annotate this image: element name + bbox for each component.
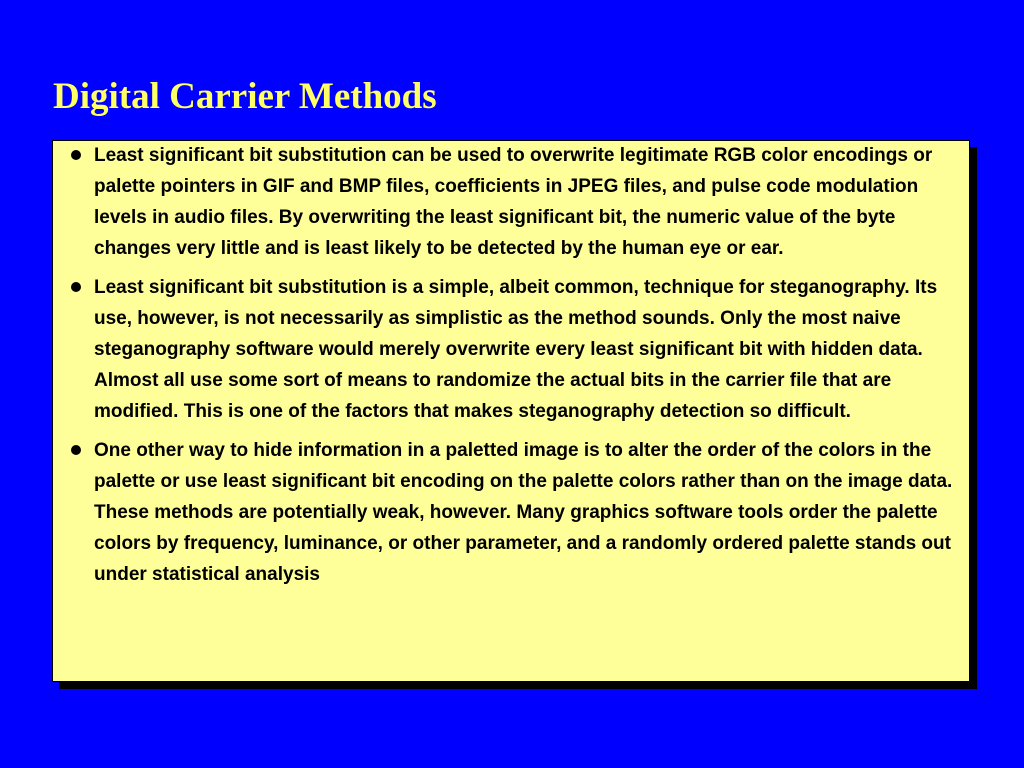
bullet-item (67, 140, 962, 264)
slide-title: Digital Carrier Methods (53, 76, 437, 117)
bullet-dot-icon (71, 150, 81, 160)
bullet-dot-icon (71, 445, 81, 455)
bullet-text: Least significant bit substitution can be used to overwrite legitimate RGB color encodings or palette pointers in GIF and BMP files, coefficients in JPEG files, and pulse code modulation levels in audio files. By overwriting the least significant bit, the numeric value of the byte changes very little and is least likely to be detected by the human eye or ear. (94, 145, 933, 259)
bullet-text: One other way to hide information in a paletted image is to alter the order of the colors in the palette or use least significant bit encoding on the palette colors rather than on the image data. These methods are potentially weak, however. Many graphics software tools order the palette colors by frequency, luminance, or other parameter, and a randomly ordered palette stands out under statistical analysis (94, 440, 953, 585)
bullet-item (67, 272, 962, 427)
bullet-text: Least significant bit substitution is a simple, albeit common, technique for steganography. Its use, however, is not necessarily as simplistic as the method sounds. Only the most naive steganography software would merely overwrite every least significant bit with hidden data. Almost all use some sort of means to randomize the actual bits in the carrier file that are modified. This is one of the factors that makes steganography detection so difficult. (94, 277, 938, 422)
content-box (52, 140, 970, 682)
bullet-dot-icon (71, 282, 81, 292)
bullet-list (67, 140, 962, 598)
bullet-item (67, 435, 962, 590)
